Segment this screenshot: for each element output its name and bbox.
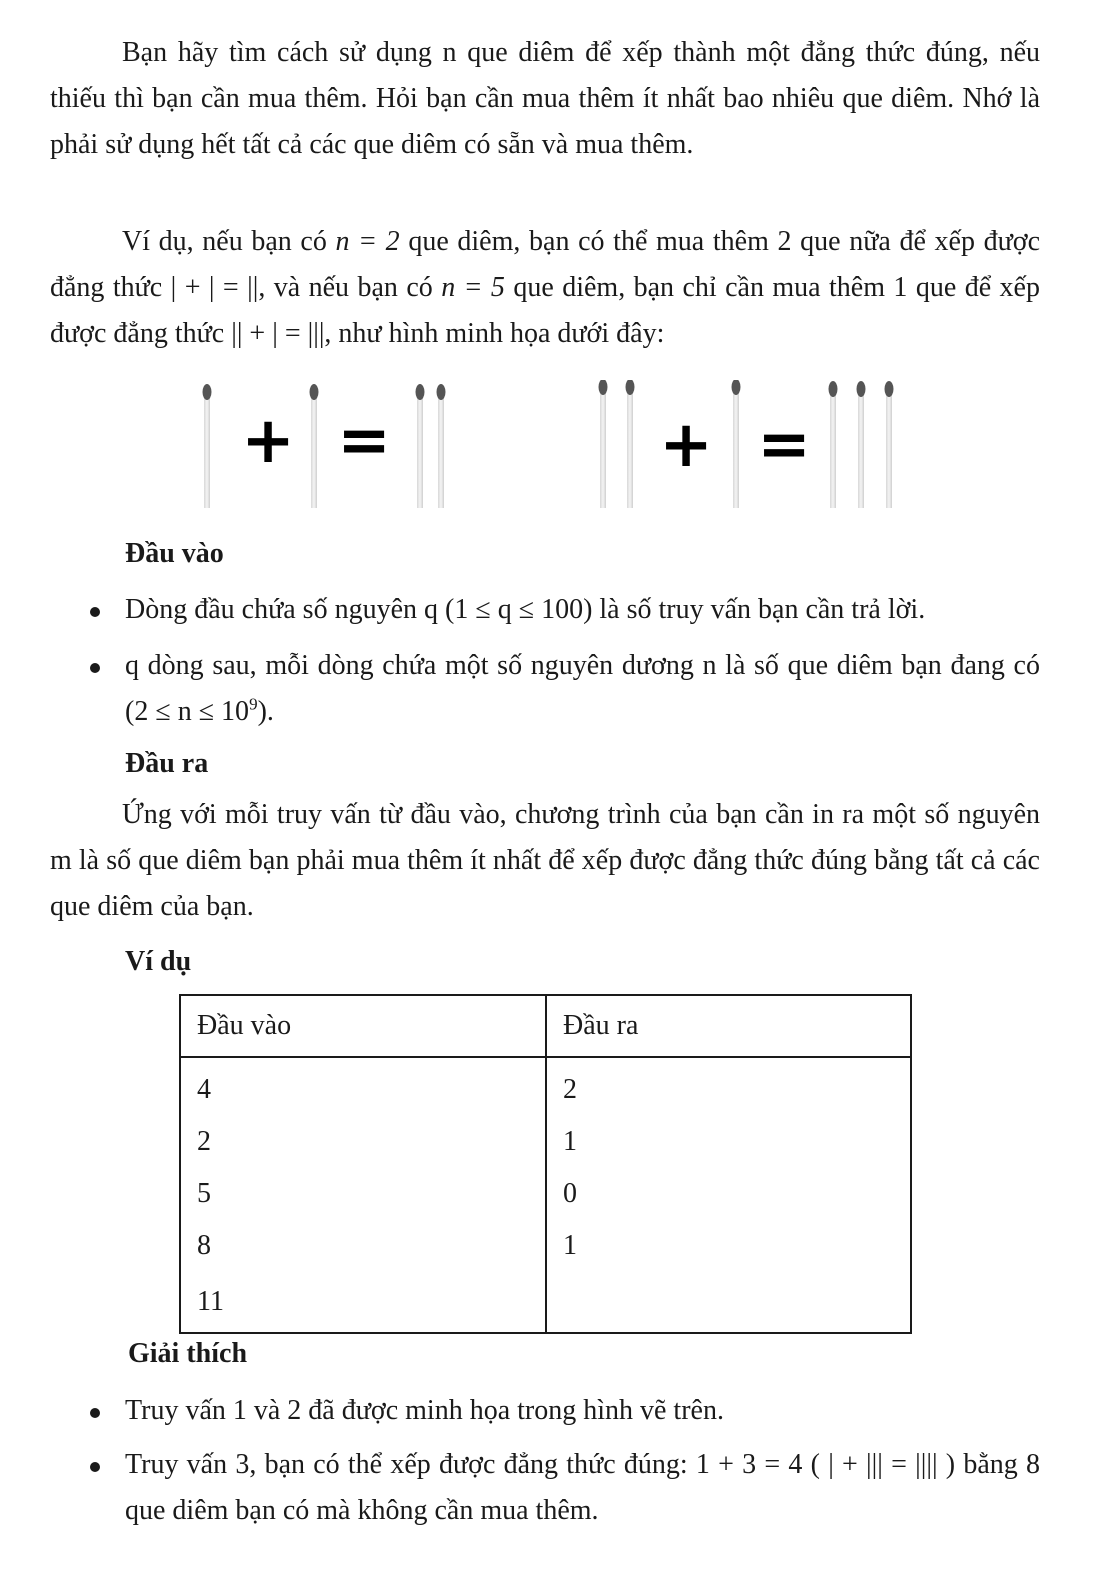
matchstick (857, 381, 866, 508)
table-row (180, 1116, 911, 1168)
intro-paragraph (50, 30, 1040, 168)
matchstick-figure (190, 380, 910, 520)
matchstick (437, 384, 446, 508)
input-bullet-1-text: Dòng đầu chứa số nguyên q (1 ≤ q ≤ 100) là số truy vấn bạn cần trả lời. (125, 594, 926, 625)
explanation-bullet-2-text: Truy vấn 3, bạn có thể xếp được đẳng thức đúng: 1 + 3 = 4 ( | + ||| = |||| ) bằng 8 que diêm bạn có mà không cần mua thêm. (125, 1449, 1040, 1526)
cell-output (546, 1272, 911, 1333)
table-row (180, 1057, 911, 1116)
matchstick (885, 381, 894, 508)
table-row (180, 1272, 911, 1333)
bullet-dot (90, 1408, 100, 1418)
example-n2: n = 5 (441, 272, 505, 303)
example-heading: Ví dụ (125, 946, 192, 977)
table-row (180, 1220, 911, 1272)
cell-output: 0 (546, 1168, 911, 1220)
input-bullet-2-text (125, 643, 1040, 735)
explanation-bullet-2 (50, 1442, 1040, 1534)
cell-input: 5 (180, 1168, 546, 1220)
input-bullet-2 (50, 643, 1040, 735)
explanation-bullet-1 (50, 1388, 1040, 1434)
cell-output: 2 (546, 1057, 911, 1116)
table-row (180, 1168, 911, 1220)
output-text: Ứng với mỗi truy vấn từ đầu vào, chương trình của bạn cần in ra một số nguyên m là số que diêm bạn phải mua thêm ít nhất để xếp được đẳng thức đúng bằng tất cả các que diêm của bạn. (50, 799, 1040, 922)
matchstick (416, 384, 425, 508)
equals-sign: = (757, 408, 811, 482)
plus-sign: + (241, 404, 295, 478)
cell-input: 8 (180, 1220, 546, 1272)
matchstick (732, 380, 741, 508)
cell-input: 11 (180, 1272, 546, 1333)
example-n1: n = 2 (335, 226, 400, 257)
example-text-2: que diêm, bạn có thể mua thêm 2 que nữa để xếp được đẳng thức | + | = ||, và nếu bạn có (50, 226, 1040, 303)
example-text-1: Ví dụ, nếu bạn có (122, 226, 336, 257)
bullet-dot (90, 607, 100, 617)
explanation-heading: Giải thích (128, 1338, 248, 1369)
header-output: Đầu ra (546, 995, 911, 1057)
matchstick (310, 384, 319, 508)
input-bullet-2-b: ). (257, 696, 274, 727)
output-paragraph (50, 792, 1040, 930)
bullet-dot (90, 1462, 100, 1472)
matchstick (203, 384, 212, 508)
example-text-3: que diêm, bạn chỉ cần mua thêm 1 que để xếp được đẳng thức || + | = |||, như hình minh họa dưới đây: (50, 272, 1040, 349)
output-heading: Đầu ra (125, 748, 209, 779)
matchstick (626, 380, 635, 508)
input-bullet-2-sup: 9 (249, 694, 258, 714)
cell-input: 4 (180, 1057, 546, 1116)
header-input: Đầu vào (180, 995, 546, 1057)
matchstick (599, 380, 608, 508)
equation-example-2 (599, 380, 894, 508)
input-bullet-2-a: q dòng sau, mỗi dòng chứa một số nguyên dương n là số que diêm bạn đang có (2 ≤ n ≤ 10 (125, 650, 1040, 727)
cell-input: 2 (180, 1116, 546, 1168)
plus-sign: + (659, 408, 713, 482)
intro-text: Bạn hãy tìm cách sử dụng n que diêm để xếp thành một đẳng thức đúng, nếu thiếu thì bạn cần mua thêm. Hỏi bạn cần mua thêm ít nhất bao nhiêu que diêm. Nhớ là phải sử dụng hết tất cả các que diêm có sẵn và mua thêm. (50, 37, 1040, 160)
cell-output: 1 (546, 1220, 911, 1272)
example-paragraph (50, 219, 1040, 357)
cell-output: 1 (546, 1116, 911, 1168)
table-header-row (180, 995, 911, 1057)
equals-sign: = (337, 404, 391, 478)
example-table (179, 994, 912, 1334)
matchstick (829, 381, 838, 508)
input-heading: Đầu vào (125, 538, 224, 569)
equation-example-1 (203, 384, 446, 508)
input-bullet-1 (50, 587, 1040, 633)
bullet-dot (90, 663, 100, 673)
explanation-bullet-1-text: Truy vấn 1 và 2 đã được minh họa trong hình vẽ trên. (125, 1395, 724, 1426)
